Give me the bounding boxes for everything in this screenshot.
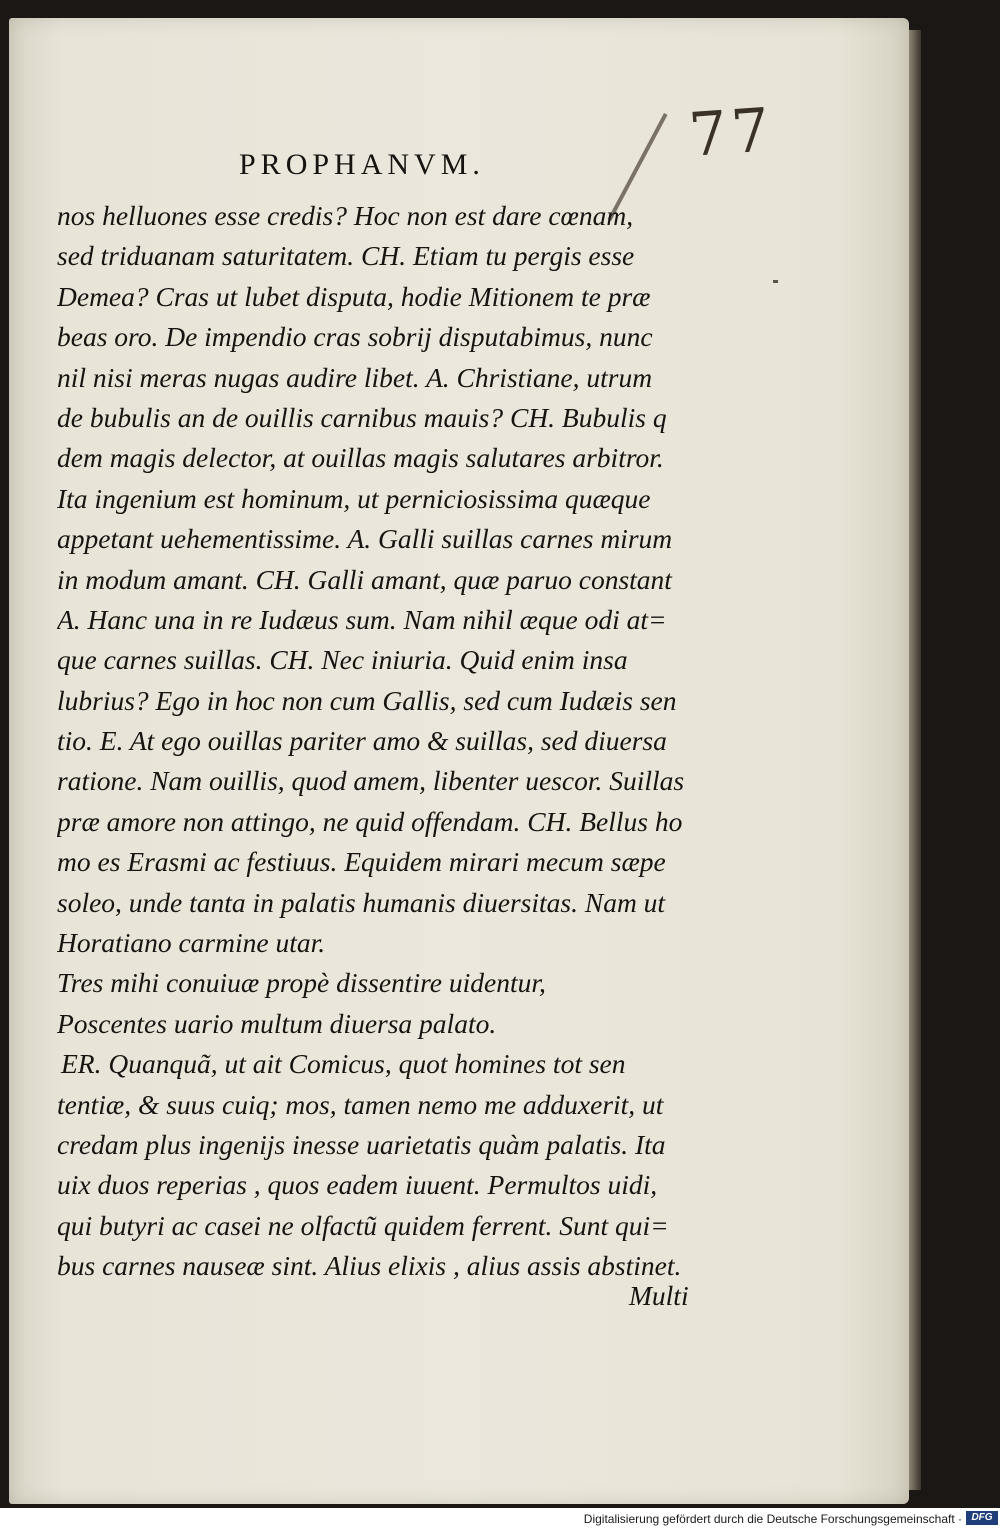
footer-credit: Digitalisierung gefördert durch die Deutsche Forschungsgemeinschaft ·	[583, 1512, 962, 1526]
text-line: nil nisi meras nugas audire libet. A. Christiane, utrum	[57, 361, 653, 393]
text-line: nos helluones esse credis? Hoc non est dare cœnam,	[57, 200, 634, 231]
text-line: Demea? Cras ut lubet disputa, hodie Mitionem te præ	[57, 280, 651, 312]
text-line: ER. Quanquã, ut ait Comicus, quot homines tot sen	[61, 1048, 626, 1080]
dfg-logo: DFG	[966, 1511, 998, 1525]
text-line: dem magis delector, at ouillas magis salutares arbitror.	[57, 442, 664, 474]
text-line: appetant uehementissime. A. Galli suillas carnes mirum	[57, 523, 673, 555]
text-line: soleo, unde tanta in palatis humanis diuersitas. Nam ut	[57, 886, 666, 918]
verse-line: Poscentes uario multum diuersa palato.	[57, 1007, 497, 1039]
text-line: in modum amant. CH. Galli amant, quæ paruo constant	[57, 563, 672, 595]
text-line: credam plus ingenijs inesse uarietatis quàm palatis. Ita	[57, 1128, 666, 1160]
running-head: PROPHANVM.	[239, 148, 485, 181]
text-line: Ita ingenium est hominum, ut perniciosissima quæque	[57, 482, 651, 514]
text-line: beas oro. De impendio cras sobrij disputabimus, nunc	[57, 321, 653, 353]
ink-speck	[773, 280, 778, 283]
text-line: præ amore non attingo, ne quid offendam. CH. Bellus ho	[57, 805, 683, 837]
book-page	[9, 18, 909, 1504]
text-line: de bubulis an de ouillis carnibus mauis? CH. Bubulis q	[57, 401, 667, 433]
catchword: Multi	[629, 1280, 689, 1311]
text-line: lubrius? Ego in hoc non cum Gallis, sed cum Iudæis sen	[57, 684, 677, 716]
text-line: que carnes suillas. CH. Nec iniuria. Quid enim insa	[57, 644, 628, 676]
verse-line: Tres mihi conuiuæ propè dissentire uidentur,	[57, 967, 546, 999]
text-line: uix duos reperias , quos eadem iuuent. Permultos uidi,	[57, 1169, 658, 1201]
text-line: qui butyri ac casei ne olfactũ quidem ferrent. Sunt qui=	[57, 1209, 669, 1241]
text-line: A. Hanc una in re Iudæus sum. Nam nihil æque odi at=	[57, 603, 667, 635]
text-line: Horatiano carmine utar.	[57, 927, 326, 959]
text-line: tentiæ, & suus cuiq; mos, tamen nemo me adduxerit, ut	[57, 1088, 664, 1120]
footer-bar	[0, 1508, 1000, 1529]
text-line: sed triduanam saturitatem. CH. Etiam tu pergis esse	[57, 240, 635, 272]
folio-number: 77	[686, 95, 776, 171]
text-line: bus carnes nauseæ sint. Alius elixis , alius assis abstinet.	[57, 1250, 682, 1282]
page-edge	[909, 30, 921, 1490]
text-line: mo es Erasmi ac festiuus. Equidem mirari mecum sæpe	[57, 846, 666, 878]
text-block	[57, 196, 707, 1287]
text-line: ratione. Nam ouillis, quod amem, libenter uescor. Suillas	[57, 765, 685, 797]
text-line: tio. E. At ego ouillas pariter amo & suillas, sed diuersa	[57, 725, 667, 757]
